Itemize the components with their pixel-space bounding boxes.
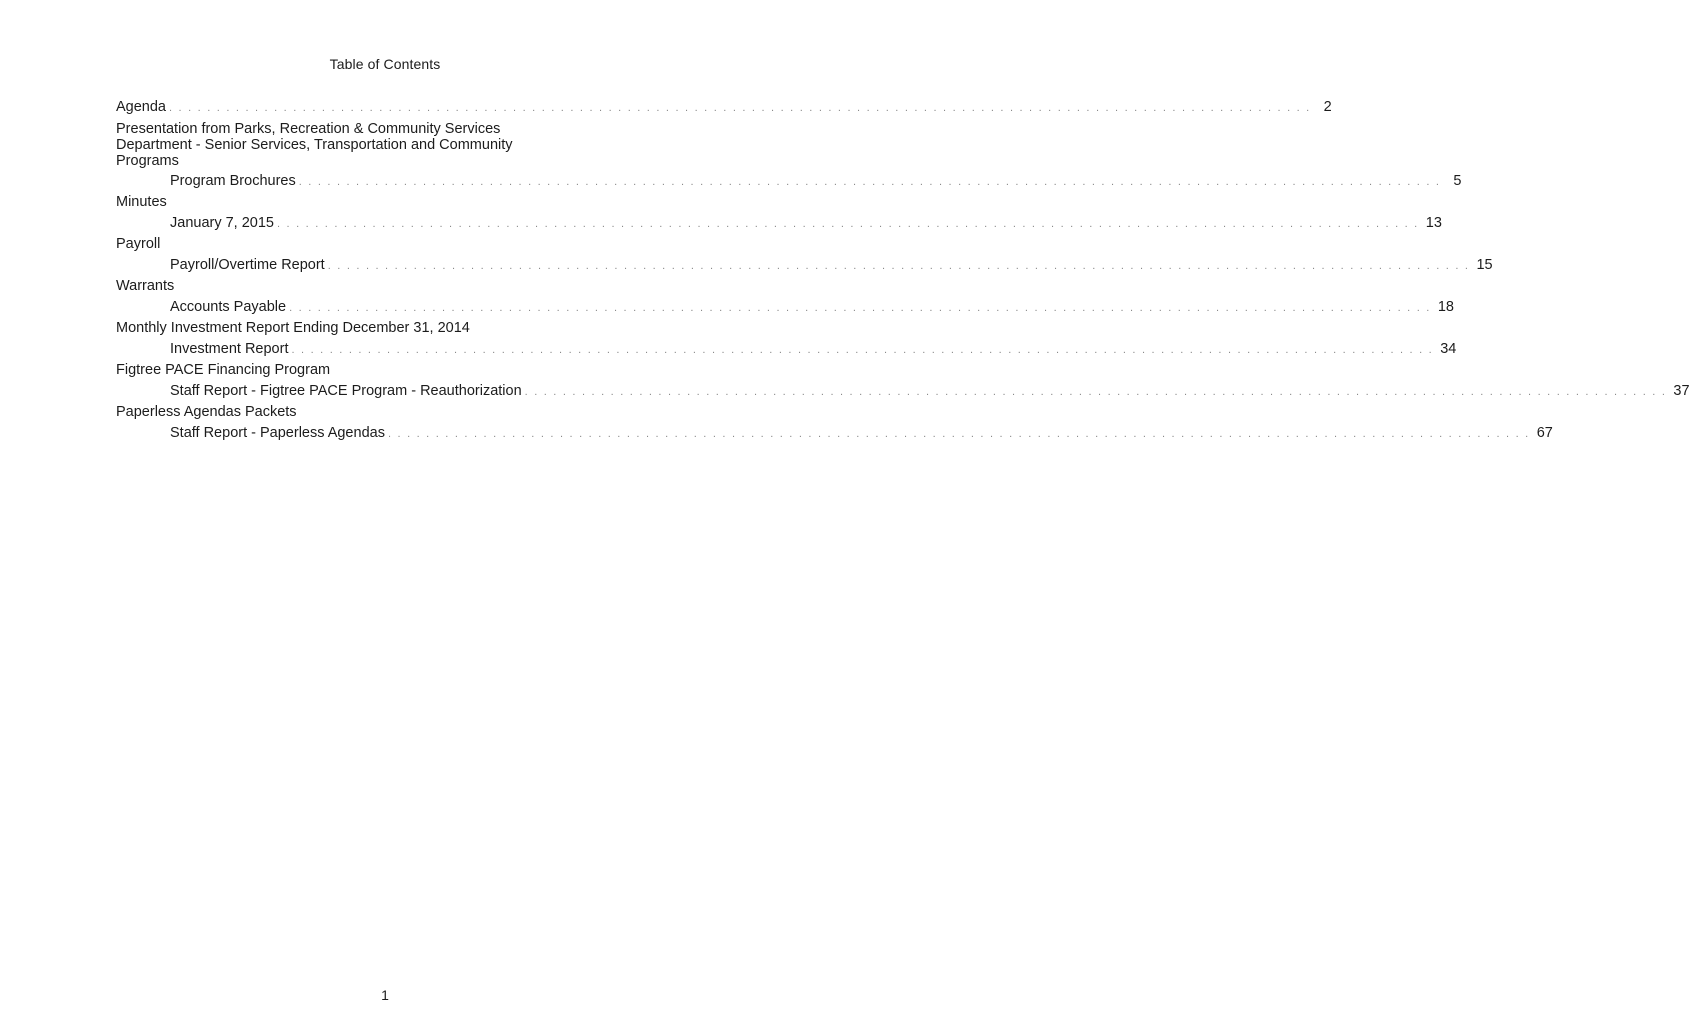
toc-entry-paperless-staff-report[interactable] <box>116 423 1553 445</box>
toc-entry-figtree-staff-report[interactable] <box>116 381 1690 403</box>
page-number: 1 <box>381 987 389 1003</box>
toc-entry-label: Payroll/Overtime Report <box>170 256 325 273</box>
toc-entry-january-minutes[interactable] <box>116 213 1442 235</box>
toc-section-payroll: Payroll <box>116 236 161 252</box>
dot-leader: ........................................................................................................................ <box>291 343 1439 356</box>
toc-entry-page: 67 <box>1536 424 1553 441</box>
dot-leader: ........................................................................................................................ <box>289 301 1436 314</box>
toc-entry-label: Staff Report - Figtree PACE Program - Reauthorization <box>170 382 522 399</box>
dot-leader: ........................................................................................................................ <box>387 427 1535 440</box>
toc-section-minutes: Minutes <box>116 194 167 210</box>
dot-leader: ........................................................................................................................ <box>327 259 1475 272</box>
toc-entry-label: Accounts Payable <box>170 298 287 315</box>
toc-entry-page: 18 <box>1437 298 1454 315</box>
toc-entry-label: Staff Report - Paperless Agendas <box>170 424 385 441</box>
toc-entry-label: January 7, 2015 <box>170 214 274 231</box>
toc-entry-accounts-payable[interactable] <box>116 297 1454 319</box>
toc-entry-page: 34 <box>1440 340 1457 357</box>
toc-entry-page: 13 <box>1425 214 1442 231</box>
toc-entry-investment-report[interactable] <box>116 339 1457 361</box>
toc-section-investment: Monthly Investment Report Ending December 31, 2014 <box>116 320 470 336</box>
page-title: Table of Contents <box>329 56 441 72</box>
toc-entry-label: Agenda <box>116 99 166 115</box>
toc-entry-page: 15 <box>1476 256 1493 273</box>
dot-leader: ........................................................................................................................ <box>277 217 1424 230</box>
toc-section-figtree: Figtree PACE Financing Program <box>116 362 331 378</box>
toc-section-paperless: Paperless Agendas Packets <box>116 404 297 420</box>
dot-leader: ........................................................................................................................ <box>524 385 1672 398</box>
toc-entry-program-brochures[interactable] <box>116 171 1462 193</box>
toc-entry-label: Program Brochures <box>170 172 296 189</box>
toc-entry-page: 5 <box>1453 172 1462 189</box>
toc-entry-page: 37 <box>1673 382 1690 399</box>
toc-section-warrants: Warrants <box>116 278 175 294</box>
toc-entry-page: 2 <box>1323 99 1332 115</box>
dot-leader: ........................................................................................................................ <box>298 175 1446 188</box>
toc-section-presentation: Presentation from Parks, Recreation & Community Services Department - Senior Services, Transportation and Community Programs <box>116 120 513 169</box>
toc-entry-payroll-overtime-report[interactable] <box>116 255 1493 277</box>
dot-leader: ........................................................................................................................ <box>169 102 1316 114</box>
table-of-contents <box>116 97 1690 444</box>
toc-entry-agenda[interactable] <box>116 97 1332 119</box>
toc-entry-label: Investment Report <box>170 340 289 357</box>
